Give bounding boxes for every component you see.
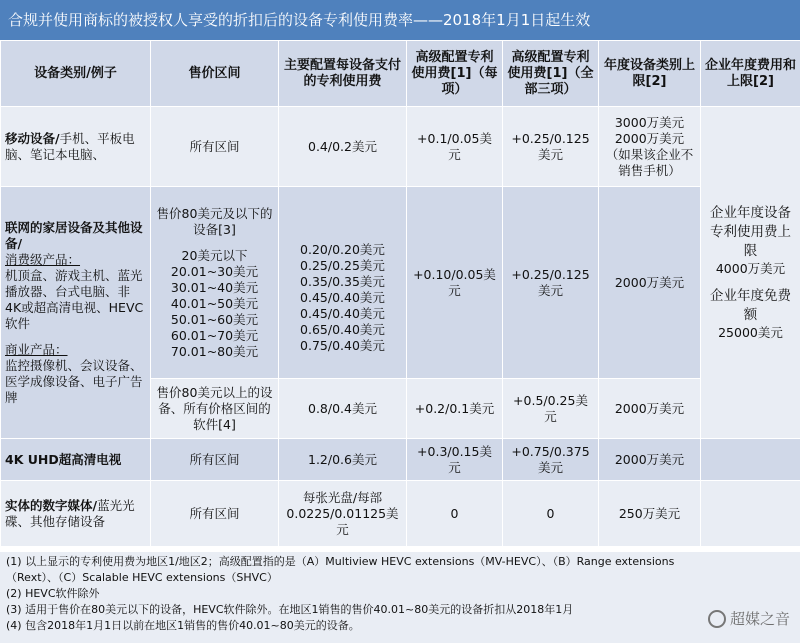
header-category-cap: 年度设备类别上限[2] bbox=[599, 41, 701, 107]
uhd-category: 4K UHD超高清电视 bbox=[1, 439, 151, 481]
media-adv-each: 0 bbox=[407, 481, 503, 547]
royalty-table bbox=[0, 40, 800, 547]
home-category: 联网的家居设备及其他设备/ 消费级产品： 机顶盒、游戏主机、蓝光播放器、台式电脑、非4K或超高清电视、HEVC软件 商业产品： 监控摄像机、会议设备、医学成像设备、电子广告牌 bbox=[1, 187, 151, 439]
footnote-4: (4) 包含2018年1月1日以前在地区1销售的售价40.01~80美元的设备。 bbox=[6, 619, 360, 632]
mobile-cap: 3000万美元 2000万美元（如果该企业不销售手机） bbox=[599, 107, 701, 187]
enterprise-free-value: 25000美元 bbox=[718, 325, 783, 340]
mobile-price: 所有区间 bbox=[151, 107, 279, 187]
header-adv-all: 高级配置专利使用费[1]（全部三项） bbox=[503, 41, 599, 107]
home-sub2-cap: 2000万美元 bbox=[599, 379, 701, 439]
footnote-1-cont: （Rext）、（C）Scalable HEVC extensions（SHVC） bbox=[6, 571, 278, 584]
uhd-enterprise-empty bbox=[701, 439, 800, 481]
media-adv-all: 0 bbox=[503, 481, 599, 547]
page-title: 合规并使用商标的被授权人享受的折扣后的设备专利使用费率——2018年1月1日起生效 bbox=[0, 0, 800, 40]
enterprise-cap-value: 4000万美元 bbox=[715, 261, 786, 276]
home-sub1-adv-all: +0.25/0.125美元 bbox=[503, 187, 599, 379]
media-cap: 250万美元 bbox=[599, 481, 701, 547]
uhd-adv-all: +0.75/0.375美元 bbox=[503, 439, 599, 481]
mobile-adv-all: +0.25/0.125美元 bbox=[503, 107, 599, 187]
home-sub1-price: 售价80美元及以下的设备[3] 20美元以下 20.01~30美元 30.01~40美元 40.01~50美元 50.01~60美元 60.01~70美元 70.01~80美元 bbox=[151, 187, 279, 379]
home-sub1-cap: 2000万美元 bbox=[599, 187, 701, 379]
wechat-icon bbox=[708, 610, 726, 628]
home-sub1-adv-each: +0.10/0.05美元 bbox=[407, 187, 503, 379]
watermark-text: 超媒之音 bbox=[729, 610, 790, 628]
home-sub2-adv-each: +0.2/0.1美元 bbox=[407, 379, 503, 439]
footnote-2: (2) HEVC软件除外 bbox=[6, 587, 100, 600]
uhd-price: 所有区间 bbox=[151, 439, 279, 481]
uhd-cap: 2000万美元 bbox=[599, 439, 701, 481]
table-row-mobile bbox=[1, 107, 800, 187]
mobile-adv-each: +0.1/0.05美元 bbox=[407, 107, 503, 187]
home-sub2-adv-all: +0.5/0.25美元 bbox=[503, 379, 599, 439]
media-enterprise-empty bbox=[701, 481, 800, 547]
table-row-uhd bbox=[1, 439, 800, 481]
footnote-3: (3) 适用于售价在80美元以下的设备，HEVC软件除外。在地区1销售的售价40.01~80美元的设备折扣从2018年1月 bbox=[6, 603, 574, 616]
home-sub1-fees: 0.20/0.20美元 0.25/0.25美元 0.35/0.35美元 0.45/0.40美元 0.45/0.40美元 0.65/0.40美元 0.75/0.40美元 bbox=[279, 187, 407, 379]
footnote-1: (1) 以上显示的专利使用费为地区1/地区2；高级配置指的是（A）Multiview HEVC extensions（MV-HEVC）、（B）Range extensions bbox=[6, 555, 675, 568]
table-row-media bbox=[1, 481, 800, 547]
footnotes bbox=[0, 552, 800, 643]
media-main-fee: 每张光盘/每部0.0225/0.01125美元 bbox=[279, 481, 407, 547]
enterprise-free-label: 企业年度免费额 bbox=[710, 288, 791, 323]
uhd-adv-each: +0.3/0.15美元 bbox=[407, 439, 503, 481]
media-price: 所有区间 bbox=[151, 481, 279, 547]
header-enterprise-cap: 企业年度费用和上限[2] bbox=[701, 41, 800, 107]
mobile-category: 移动设备/手机、平板电脑、笔记本电脑、 bbox=[1, 107, 151, 187]
header-main-fee: 主要配置每设备支付的专利使用费 bbox=[279, 41, 407, 107]
enterprise-cap-cell bbox=[701, 107, 800, 439]
uhd-main-fee: 1.2/0.6美元 bbox=[279, 439, 407, 481]
header-adv-each: 高级配置专利使用费[1]（每项） bbox=[407, 41, 503, 107]
home-sub2-fee: 0.8/0.4美元 bbox=[279, 379, 407, 439]
enterprise-cap-label: 企业年度设备专利使用费上限 bbox=[710, 205, 791, 259]
header-category: 设备类别/例子 bbox=[1, 41, 151, 107]
home-sub2-price: 售价80美元以上的设备、所有价格区间的软件[4] bbox=[151, 379, 279, 439]
mobile-main-fee: 0.4/0.2美元 bbox=[279, 107, 407, 187]
media-category: 实体的数字媒体/蓝光光碟、其他存储设备 bbox=[1, 481, 151, 547]
table-row-home-sub1 bbox=[1, 187, 800, 379]
table-header-row bbox=[1, 41, 800, 107]
header-price-range: 售价区间 bbox=[151, 41, 279, 107]
watermark bbox=[708, 608, 790, 629]
